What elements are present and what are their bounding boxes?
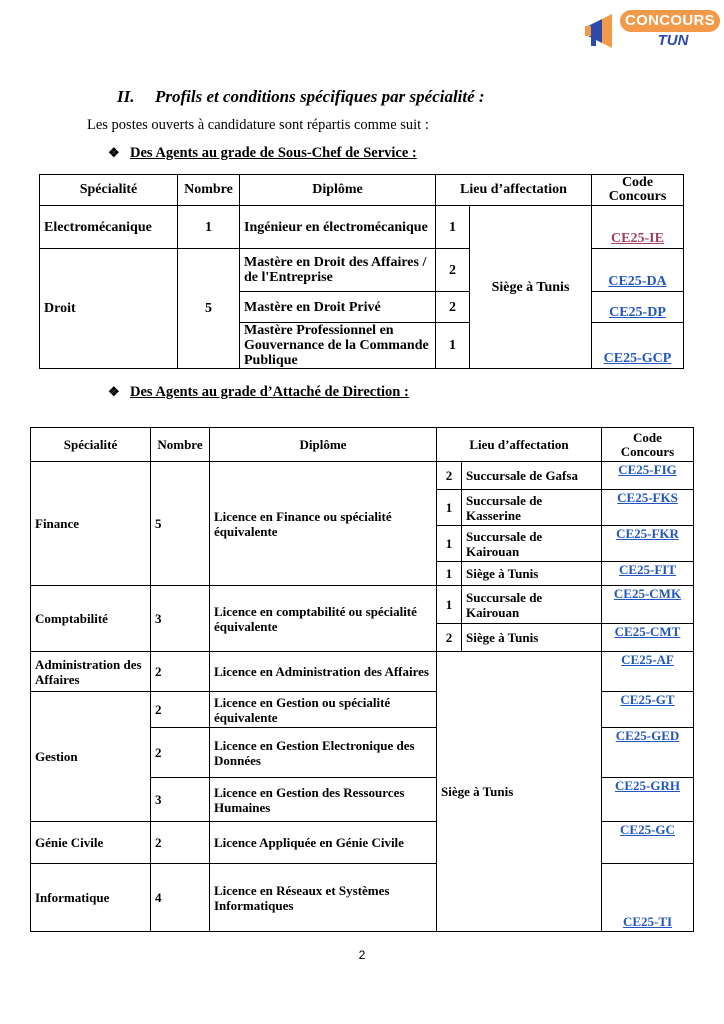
- nombre-cell: 2: [151, 692, 210, 728]
- diplome-cell: Licence en Finance ou spécialité équivalente: [210, 462, 437, 586]
- table-header-row: [31, 428, 694, 462]
- nombre-cell: 3: [151, 778, 210, 822]
- count-cell: 1: [437, 562, 462, 586]
- code-link[interactable]: CE25-IE: [592, 206, 684, 249]
- header-lieu: Lieu d’affectation: [437, 428, 602, 462]
- diplome-cell: Mastère en Droit Privé: [240, 292, 436, 323]
- code-link[interactable]: CE25-FKR: [602, 526, 694, 562]
- specialite-cell: Gestion: [31, 692, 151, 822]
- table-row: [31, 462, 694, 490]
- code-link[interactable]: CE25-GCP: [592, 323, 684, 369]
- code-link[interactable]: CE25-TI: [602, 864, 694, 932]
- header-nombre: Nombre: [178, 175, 240, 206]
- header-code: Code Concours: [602, 428, 694, 462]
- code-link[interactable]: CE25-DA: [592, 249, 684, 292]
- code-link[interactable]: CE25-DP: [592, 292, 684, 323]
- lieu-cell: Siège à Tunis: [462, 562, 602, 586]
- lieu-cell: Succursale de Kairouan: [462, 526, 602, 562]
- bullet-icon: ❖: [108, 145, 120, 160]
- diplome-cell: Licence Appliquée en Génie Civile: [210, 822, 437, 864]
- specialite-cell: Informatique: [31, 864, 151, 932]
- intro-text: Les postes ouverts à candidature sont répartis comme suit :: [87, 117, 429, 133]
- specialite-cell: Electromécanique: [40, 206, 178, 249]
- specialite-cell: Génie Civile: [31, 822, 151, 864]
- nombre-cell: 4: [151, 864, 210, 932]
- table-row: [31, 652, 694, 692]
- diplome-cell: Licence en Gestion ou spécialité équivalente: [210, 692, 437, 728]
- section1-title-text: Des Agents au grade de Sous-Chef de Service :: [130, 145, 417, 161]
- header-specialite: Spécialité: [40, 175, 178, 206]
- sous-chef-table: [39, 174, 684, 369]
- section-heading: [117, 87, 485, 107]
- header-specialite: Spécialité: [31, 428, 151, 462]
- header-diplome: Diplôme: [240, 175, 436, 206]
- diplome-cell: Licence en Gestion des Ressources Humaines: [210, 778, 437, 822]
- code-link[interactable]: CE25-FIG: [602, 462, 694, 490]
- count-cell: 1: [437, 490, 462, 526]
- count-cell: 2: [437, 624, 462, 652]
- count-cell: 2: [437, 462, 462, 490]
- lieu-cell: Siège à Tunis: [437, 652, 602, 932]
- header-lieu: Lieu d’affectation: [436, 175, 592, 206]
- table-row: [40, 206, 684, 249]
- code-link[interactable]: CE25-CMT: [602, 624, 694, 652]
- count-cell: 2: [436, 249, 470, 292]
- logo-line1: CONCOURS: [620, 10, 720, 32]
- code-link[interactable]: CE25-GT: [602, 692, 694, 728]
- lieu-cell: Succursale de Kasserine: [462, 490, 602, 526]
- section2-title-text: Des Agents au grade d’Attaché de Direction :: [130, 384, 409, 400]
- diplome-cell: Licence en comptabilité ou spécialité équivalente: [210, 586, 437, 652]
- count-cell: 1: [437, 526, 462, 562]
- code-link[interactable]: CE25-FKS: [602, 490, 694, 526]
- heading-title: Profils et conditions spécifiques par spécialité :: [155, 87, 485, 106]
- lieu-cell: Siège à Tunis: [462, 624, 602, 652]
- attache-table: [30, 427, 694, 932]
- page-number: 2: [358, 948, 366, 962]
- table-row: [31, 586, 694, 624]
- code-link[interactable]: CE25-GED: [602, 728, 694, 778]
- nombre-cell: 5: [178, 249, 240, 369]
- section2-title: [108, 384, 409, 401]
- header-nombre: Nombre: [151, 428, 210, 462]
- diplome-cell: Mastère en Droit des Affaires / de l'Entreprise: [240, 249, 436, 292]
- nombre-cell: 2: [151, 728, 210, 778]
- concours-tun-logo: [582, 6, 722, 54]
- diplome-cell: Licence en Administration des Affaires: [210, 652, 437, 692]
- diplome-cell: Ingénieur en électromécanique: [240, 206, 436, 249]
- code-link[interactable]: CE25-CMK: [602, 586, 694, 624]
- diplome-cell: Licence en Réseaux et Systèmes Informatiques: [210, 864, 437, 932]
- megaphone-icon: [582, 10, 622, 50]
- nombre-cell: 3: [151, 586, 210, 652]
- code-link[interactable]: CE25-GC: [602, 822, 694, 864]
- specialite-cell: Comptabilité: [31, 586, 151, 652]
- logo-line2: TUN: [657, 32, 689, 49]
- specialite-cell: Administration des Affaires: [31, 652, 151, 692]
- nombre-cell: 2: [151, 652, 210, 692]
- lieu-cell: Succursale de Gafsa: [462, 462, 602, 490]
- specialite-cell: Droit: [40, 249, 178, 369]
- nombre-cell: 5: [151, 462, 210, 586]
- bullet-icon: ❖: [108, 384, 120, 399]
- count-cell: 1: [436, 206, 470, 249]
- lieu-cell: Siège à Tunis: [470, 206, 592, 369]
- header-code: Code Concours: [592, 175, 684, 206]
- count-cell: 2: [436, 292, 470, 323]
- header-diplome: Diplôme: [210, 428, 437, 462]
- heading-number: II.: [117, 87, 135, 106]
- diplome-cell: Mastère Professionnel en Gouvernance de la Commande Publique: [240, 323, 436, 369]
- nombre-cell: 1: [178, 206, 240, 249]
- diplome-cell: Licence en Gestion Electronique des Données: [210, 728, 437, 778]
- code-link[interactable]: CE25-AF: [602, 652, 694, 692]
- section1-title: [108, 145, 417, 162]
- count-cell: 1: [437, 586, 462, 624]
- nombre-cell: 2: [151, 822, 210, 864]
- lieu-cell: Succursale de Kairouan: [462, 586, 602, 624]
- count-cell: 1: [436, 323, 470, 369]
- code-link[interactable]: CE25-FIT: [602, 562, 694, 586]
- specialite-cell: Finance: [31, 462, 151, 586]
- table-header-row: [40, 175, 684, 206]
- code-link[interactable]: CE25-GRH: [602, 778, 694, 822]
